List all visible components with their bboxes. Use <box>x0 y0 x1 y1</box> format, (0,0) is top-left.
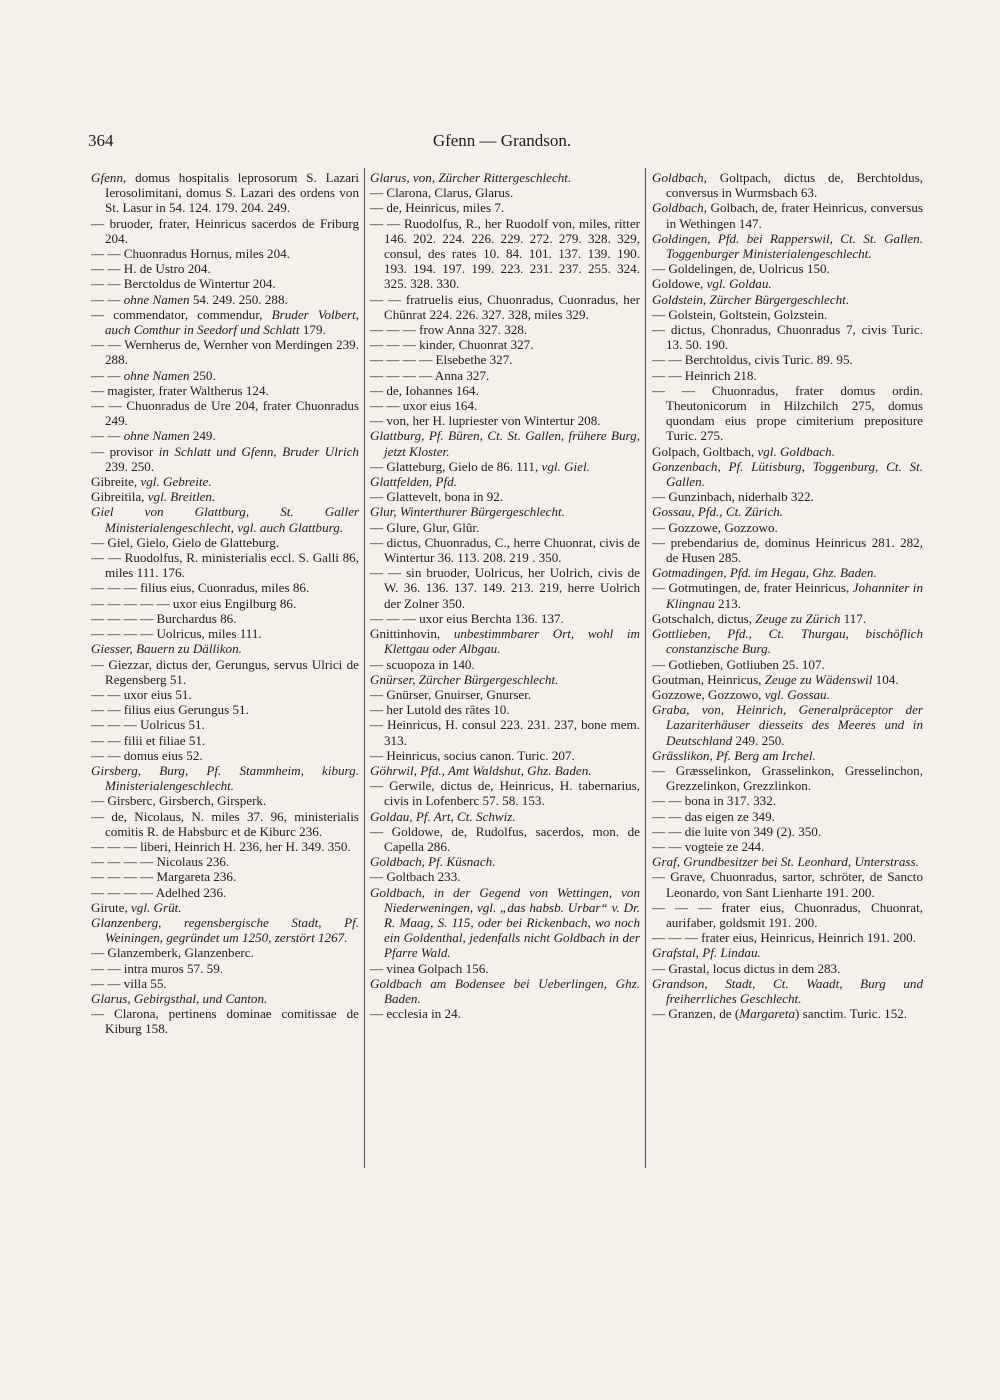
index-entry <box>652 352 923 367</box>
entry-text: — — uxor eius 164. <box>370 398 478 414</box>
index-entry <box>652 687 923 702</box>
page-header <box>88 131 916 155</box>
entry-text: — — bona in 317. 332. <box>652 793 777 809</box>
index-entry <box>91 580 359 595</box>
index-entry <box>370 322 640 337</box>
index-entry <box>652 444 923 459</box>
index-entry <box>91 596 359 611</box>
entry-text: — de, Nicolaus, N. miles 37. 96, ministerialis comitis R. de Habsburc et de Kiburc 236. <box>91 808 359 839</box>
entry-text: Golbach, de, frater Heinricus, conversus in Wethingen 147. <box>666 200 923 231</box>
index-entry <box>652 611 923 626</box>
entry-text: Goldbach, Pf. Küsnach. <box>370 854 496 870</box>
entry-text: — her Lutold des râtes 10. <box>370 702 510 718</box>
entry-text: — Granzen, de ( <box>652 1006 740 1022</box>
entry-text: Gossau, Pfd., Ct. Zürich. <box>652 504 783 520</box>
index-entry <box>91 489 359 504</box>
index-entry <box>370 717 640 747</box>
index-entry <box>91 246 359 261</box>
entry-text: — Glattevelt, bona in 92. <box>370 489 504 505</box>
index-entry <box>370 185 640 200</box>
index-entry <box>91 748 359 763</box>
entry-text: — — uxor eius 51. <box>91 686 192 702</box>
entry-text: — Heinricus, socius canon. Turic. 207. <box>370 747 575 763</box>
entry-text: — Clarona, Clarus, Glarus. <box>370 185 514 201</box>
index-entry <box>91 292 359 307</box>
entry-text: Gnürser, Zürcher Bürgergeschlecht. <box>370 671 559 687</box>
running-title: Gfenn — Grandson. <box>432 131 572 150</box>
index-entry <box>91 550 359 580</box>
entry-text: — Gotmutingen, de, frater Heinricus, <box>652 580 853 596</box>
entry-text: — — — — Burchardus 86. <box>91 610 237 626</box>
index-entry <box>91 961 359 976</box>
entry-text: — — <box>91 367 124 383</box>
index-entry <box>91 976 359 991</box>
index-entry <box>652 672 923 687</box>
entry-text: Girsberg, Burg, Pf. Stammheim, kiburg. Ministerialengeschlecht. <box>91 762 359 794</box>
entry-text: ) sanctim. Turic. 152. <box>795 1006 908 1022</box>
entry-text: Gotmadingen, Pfd. im Hegau, Ghz. Baden. <box>652 565 877 581</box>
entry-text: Goldbach am Bodensee bei Ueberlingen, Ghz. Baden. <box>370 975 640 1006</box>
index-entry <box>652 368 923 383</box>
index-entry <box>652 292 923 307</box>
entry-text: Margareta <box>739 1006 796 1022</box>
entry-text: — — — kinder, Chuonrat 327. <box>370 337 534 353</box>
index-entry <box>370 824 640 854</box>
index-entry <box>91 763 359 793</box>
entry-text: Goldbach, <box>652 200 707 216</box>
entry-text: ohne Namen <box>123 428 190 444</box>
entry-text: — — — — Adelhed 236. <box>91 884 227 900</box>
index-entry <box>652 565 923 580</box>
index-entry <box>652 322 923 352</box>
index-entry <box>370 216 640 292</box>
index-entry <box>91 687 359 702</box>
entry-text: Gnittinhovin, <box>370 626 454 642</box>
entry-text: — — — — Uolricus, miles 111. <box>91 626 262 642</box>
index-entry <box>91 869 359 884</box>
index-entry <box>91 535 359 550</box>
index-entry <box>370 474 640 489</box>
entry-text: vgl. Grüt. <box>131 899 182 915</box>
index-entry <box>652 580 923 610</box>
column-divider <box>364 168 365 1168</box>
entry-text: — — das eigen ze 349. <box>652 808 775 824</box>
entry-text: — — Berctoldus de Wintertur 204. <box>91 276 276 292</box>
index-entry <box>91 945 359 960</box>
entry-text: — — Chuonradus Hornus, miles 204. <box>91 246 290 262</box>
entry-text: — Goldowe, de, Rudolfus, sacerdos, mon. de Capella 286. <box>370 823 640 854</box>
entry-text: Bruder Volbert, auch Comthur in Seedorf und Schlatt <box>105 306 359 338</box>
index-entry <box>91 854 359 869</box>
entry-text: — Golstein, Goltstein, Golzstein. <box>652 306 828 322</box>
index-entry <box>370 611 640 626</box>
index-entry <box>370 763 640 778</box>
entry-text: Giel von Glattburg, St. Galler Ministerialengeschlecht, vgl. auch Glattburg. <box>91 504 359 535</box>
index-entry <box>370 383 640 398</box>
entry-text: Glarus, von, Zürcher Rittergeschlecht. <box>370 170 572 185</box>
entry-text: — — — filius eius, Cuonradus, miles 86. <box>91 580 310 596</box>
entry-text: — prebendarius de, dominus Heinricus 281. 282, de Husen 285. <box>652 534 923 566</box>
index-entry <box>370 961 640 976</box>
index-entry <box>91 170 359 216</box>
index-entry <box>91 1006 359 1036</box>
index-entry <box>370 976 640 1006</box>
index-entry <box>652 535 923 565</box>
entry-text: 250. <box>189 367 216 383</box>
entry-text: — vinea Golpach 156. <box>370 960 489 976</box>
entry-text: — Glanzemberk, Glanzenberc. <box>91 945 254 961</box>
index-entry <box>91 307 359 337</box>
entry-text: — — — uxor eius Berchta 136. 137. <box>370 610 564 626</box>
entry-text: Gotschalch, dictus, <box>652 610 756 626</box>
entry-text: Glur, Winterthurer Bürgergeschlecht. <box>370 504 565 520</box>
entry-text: Glarus, Gebirgsthal, und Canton. <box>91 990 268 1006</box>
index-entry <box>91 398 359 428</box>
entry-text: Girute, <box>91 899 131 915</box>
entry-text: — ecclesia in 24. <box>370 1006 461 1022</box>
index-entry <box>652 854 923 869</box>
entry-text: Glattfelden, Pfd. <box>370 474 457 490</box>
entry-text: Goldau, Pf. Art, Ct. Schwiz. <box>370 808 516 824</box>
index-entry <box>370 170 640 185</box>
entry-text: Göhrwil, Pfd., Amt Waldshut, Ghz. Baden. <box>370 762 592 778</box>
index-entry <box>652 383 923 444</box>
entry-text: — bruoder, frater, Heinricus sacerdos de Friburg 204. <box>91 215 359 246</box>
index-entry <box>370 869 640 884</box>
index-entry <box>91 702 359 717</box>
entry-text: — dictus, Chonradus, Chuonradus 7, civis Turic. 13. 50. 190. <box>652 322 923 353</box>
entry-text: — Girsberc, Girsberch, Girsperk. <box>91 793 267 809</box>
index-entry <box>652 900 923 930</box>
entry-text: Gibreitila, <box>91 489 148 505</box>
entry-text: domus hospitalis leprosorum S. Lazari Ierosolimitani, domus S. Lazari des ordens von St. Lasur in 54. 124. 179. 204. 249. <box>105 170 359 216</box>
entry-text: 249. 250. <box>732 732 785 748</box>
index-entry <box>91 428 359 443</box>
index-entry <box>91 383 359 398</box>
index-entry <box>652 1006 923 1021</box>
entry-text: — Gnürser, Gnuirser, Gnurser. <box>370 686 532 702</box>
index-entry <box>652 504 923 519</box>
entry-text: Goldbach, in der Gegend von Wettingen, von Niederweningen, vgl. „das habsb. Urbar“ v. Dr. R. Maag, S. 115, oder bei Rickenbach, wo noch ein Goldenthal, jedenfalls nicht Goldbach in der Pfarre Wald. <box>370 884 640 961</box>
index-entry <box>91 276 359 291</box>
index-entry <box>370 809 640 824</box>
entry-text: — — Chuonradus de Ure 204, frater Chuonradus 249. <box>91 398 359 429</box>
index-entry <box>91 216 359 246</box>
column-3 <box>652 170 923 1385</box>
index-entry <box>652 702 923 748</box>
index-entry <box>652 657 923 672</box>
index-entry <box>91 337 359 367</box>
index-entry <box>370 626 640 656</box>
index-entry <box>370 535 640 565</box>
entry-text: 249. <box>189 428 216 444</box>
entry-text: Grandson, Stadt, Ct. Waadt, Burg und freiherrliches Geschlecht. <box>652 975 923 1006</box>
index-entry <box>652 200 923 230</box>
entry-text: vgl. Gossau. <box>764 686 830 702</box>
index-entry <box>652 261 923 276</box>
entry-text: Gonzenbach, Pf. Lütisburg, Toggenburg, Ct. St. Gallen. <box>652 458 923 490</box>
entry-text: — Giel, Gielo, Gielo de Glatteburg. <box>91 534 280 550</box>
index-entry <box>91 261 359 276</box>
entry-text: — — — liberi, Heinrich H. 236, her H. 349. 350. <box>91 838 351 854</box>
entry-text: — — die luite von 349 (2). 350. <box>652 823 822 839</box>
entry-text: — Grastal, locus dictus in dem 283. <box>652 960 841 976</box>
entry-text: — — Ruodolfus, R. ministerialis eccl. S. Galli 86, miles 111. 176. <box>91 550 359 581</box>
column-1 <box>91 170 359 1385</box>
index-entry <box>370 413 640 428</box>
entry-text: — — Wernherus de, Wernher von Merdingen 239. 288. <box>91 337 359 368</box>
entry-text: — Glatteburg, Gielo de 86. 111, <box>370 458 542 474</box>
index-entry <box>652 459 923 489</box>
entry-text: vgl. Gebreite. <box>140 474 212 490</box>
index-entry <box>91 368 359 383</box>
index-entry <box>370 368 640 383</box>
index-entry <box>652 869 923 899</box>
entry-text: 54. 249. 250. 288. <box>189 291 288 307</box>
index-entry <box>370 854 640 869</box>
index-entry <box>91 717 359 732</box>
index-entry <box>652 170 923 200</box>
index-entry <box>370 337 640 352</box>
index-entry <box>652 489 923 504</box>
index-entry <box>652 930 923 945</box>
column-2 <box>370 170 640 1385</box>
entry-text: — de, Heinricus, miles 7. <box>370 200 505 216</box>
index-entry <box>91 809 359 839</box>
entry-text: — provisor <box>91 443 159 459</box>
entry-text: — — — — Margareta 236. <box>91 869 237 885</box>
entry-text: — — — Uolricus 51. <box>91 717 205 733</box>
index-entry <box>91 611 359 626</box>
entry-text: — — sin bruoder, Uolricus, her Uolrich, civis de W. 36. 136. 137. 149. 213. 219, herre Uolrich der Zolner 350. <box>370 565 640 611</box>
entry-text: Zeuge zu Wädenswil <box>764 671 873 687</box>
entry-text: — — domus eius 52. <box>91 747 203 763</box>
index-entry <box>652 307 923 322</box>
entry-text: — — <box>91 428 124 444</box>
index-entry <box>370 459 640 474</box>
index-entry <box>370 565 640 611</box>
entry-text: Golpach, Goltbach, <box>652 443 758 459</box>
entry-text: — — vogteie ze 244. <box>652 838 765 854</box>
entry-text: Goldbach, <box>652 170 707 185</box>
entry-text: Goltpach, dictus de, Berchtoldus, conversus in Wurmsbach 63. <box>666 170 923 201</box>
entry-text: — Goldelingen, de, Uolricus 150. <box>652 261 830 277</box>
index-entry <box>652 809 923 824</box>
index-entry <box>91 626 359 641</box>
entry-text: — Clarona, pertinens dominae comitissae de Kiburg 158. <box>91 1006 359 1037</box>
entry-text: 179. <box>299 322 326 338</box>
entry-text: — — — — Elsebethe 327. <box>370 352 513 368</box>
index-entry <box>91 444 359 474</box>
index-entry <box>370 352 640 367</box>
entry-text: — de, Iohannes 164. <box>370 382 479 398</box>
index-entry <box>370 200 640 215</box>
index-entry <box>370 657 640 672</box>
entry-text: — — H. de Ustro 204. <box>91 261 211 277</box>
entry-text: — magister, frater Waltherus 124. <box>91 382 269 398</box>
entry-text: — — Chuonradus, frater domus ordin. Theutonicorum in Hilzchilch 275, domus quondam eius prope cimiterium prepositure Turic. 275. <box>652 382 923 444</box>
index-entry <box>91 474 359 489</box>
entry-text: Grafstal, Pf. Lindau. <box>652 945 761 961</box>
entry-text: — Goltbach 233. <box>370 869 461 885</box>
index-entry <box>91 839 359 854</box>
entry-text: ohne Namen <box>123 291 190 307</box>
entry-text: Gottlieben, Pfd., Ct. Thurgau, bischöflich constanzische Burg. <box>652 626 923 657</box>
index-entry <box>370 428 640 458</box>
entry-text: — — — frater eius, Chuonradus, Chuonrat, aurifaber, goldsmit 191. 200. <box>652 899 923 930</box>
entry-text: 104. <box>872 671 899 687</box>
index-entry <box>652 520 923 535</box>
entry-text: ohne Namen <box>123 367 190 383</box>
entry-text: Johanniter in Klingnau <box>666 580 923 611</box>
entry-text: vgl. Goldbach. <box>757 443 835 459</box>
index-entry <box>652 231 923 261</box>
index-entry <box>91 991 359 1006</box>
entry-text: — — — frater eius, Heinricus, Heinrich 191. 200. <box>652 930 916 946</box>
entry-text: Goldingen, Pfd. bei Rapperswil, Ct. St. Gallen. Toggenburger Ministerialengeschlecht. <box>652 230 923 262</box>
index-entry <box>91 885 359 900</box>
entry-text: Goldstein, Zürcher Bürgergeschlecht. <box>652 291 850 307</box>
entry-text: — — filii et filiae 51. <box>91 732 206 748</box>
entry-text: Goutman, Heinricus, <box>652 671 765 687</box>
entry-text: — — — — Nicolaus 236. <box>91 854 230 870</box>
entry-text: — von, her H. lupriester von Wintertur 208. <box>370 413 601 429</box>
entry-text: — Giezzar, dictus der, Gerungus, servus Ulrici de Regensberg 51. <box>91 656 359 687</box>
entry-text: — — <box>91 291 124 307</box>
entry-text: — Gunzinbach, niderhalb 322. <box>652 489 814 505</box>
entry-text: — — intra muros 57. 59. <box>91 960 224 976</box>
index-entry <box>91 733 359 748</box>
entry-text: unbestimmbarer Ort, wohl im Klettgau oder Albgau. <box>384 626 640 657</box>
entry-text: Gozzowe, Gozzowo, <box>652 686 765 702</box>
entry-text: — — — frow Anna 327. 328. <box>370 322 528 338</box>
entry-text: — Heinricus, H. consul 223. 231. 237, bone mem. 313. <box>370 717 640 748</box>
entry-text: — — fratruelis eius, Chuonradus, Cuonradus, her Chûnrat 224. 226. 327. 328, miles 329. <box>370 291 640 322</box>
entry-text: — — — — Anna 327. <box>370 367 490 383</box>
entry-text: 213. <box>714 595 741 611</box>
entry-text: — commendator, commendur, <box>91 306 272 322</box>
index-entry <box>91 657 359 687</box>
index-entry <box>91 504 359 534</box>
entry-text: — — — — — uxor eius Engilburg 86. <box>91 595 297 611</box>
index-entry <box>652 976 923 1006</box>
entry-text: Glattburg, Pf. Büren, Ct. St. Gallen, frühere Burg, jetzt Kloster. <box>370 428 640 459</box>
entry-text: Goldowe, <box>652 276 707 292</box>
entry-text: Graf, Grundbesitzer bei St. Leonhard, Unterstrass. <box>652 854 919 870</box>
entry-text: Gfenn, <box>91 170 127 185</box>
index-entry <box>652 824 923 839</box>
index-entry <box>370 398 640 413</box>
index-entry <box>370 489 640 504</box>
entry-text: Gibreite, <box>91 474 141 490</box>
entry-text: Graba, von, Heinrich, Generalpräceptor der Lazariterhäuser diesseits des Meeres und in Deutschland <box>652 702 923 748</box>
entry-text: — — Ruodolfus, R., her Ruodolf von, miles, ritter 146. 202. 224. 226. 229. 272. 279. 328. 329, consul, des rates 10. 84. 101. 137. 139. 190. 193. 194. 197. 199. 223. 231. 237. 255. 324. 325. 328. 330. <box>370 215 640 292</box>
index-entry <box>652 626 923 656</box>
entry-text: Giesser, Bauern zu Dällikon. <box>91 641 242 657</box>
index-entry <box>370 885 640 961</box>
index-entry <box>652 793 923 808</box>
index-entry <box>370 687 640 702</box>
entry-text: — Glure, Glur, Glûr. <box>370 519 480 535</box>
entry-text: in Schlatt und Gfenn, Bruder Ulrich <box>158 443 359 459</box>
index-entry <box>91 641 359 656</box>
entry-text: — — Berchtoldus, civis Turic. 89. 95. <box>652 352 853 368</box>
index-entry <box>370 702 640 717</box>
entry-text: — — Heinrich 218. <box>652 367 757 383</box>
entry-text: — — villa 55. <box>91 975 167 991</box>
entry-text: — Gerwile, dictus de, Heinricus, H. tabernarius, civis in Lofenberc 57. 58. 153. <box>370 778 640 809</box>
index-entry <box>91 900 359 915</box>
entry-text: — Gozzowe, Gozzowo. <box>652 519 778 535</box>
index-entry <box>370 748 640 763</box>
page-number: 364 <box>88 131 114 150</box>
entry-text: vgl. Giel. <box>541 458 590 474</box>
index-entry <box>370 1006 640 1021</box>
index-entry <box>652 748 923 763</box>
entry-text: vgl. Breitlen. <box>147 489 216 505</box>
index-entry <box>652 763 923 793</box>
index-entry <box>370 778 640 808</box>
index-entry <box>370 672 640 687</box>
index-entry <box>91 915 359 945</box>
entry-text: — — filius eius Gerungus 51. <box>91 702 249 718</box>
index-entry <box>370 520 640 535</box>
entry-text: Zeuge zu Zürich <box>755 610 841 626</box>
index-entry <box>652 961 923 976</box>
entry-text: Glanzenberg, regensbergische Stadt, Pf. Weiningen, gegründet um 1250, zerstört 1267. <box>91 914 359 946</box>
entry-text: — Græsselinkon, Grasselinkon, Gresselinchon, Grezzelinkon, Grezzlinkon. <box>652 762 923 794</box>
entry-text: — dictus, Chuonradus, C., herre Chuonrat, civis de Wintertur 36. 113. 208. 219 . 350. <box>370 534 640 566</box>
entry-text: Grässlikon, Pf. Berg am Irchel. <box>652 747 816 763</box>
index-entry <box>91 793 359 808</box>
index-entry <box>370 292 640 322</box>
entry-text: 117. <box>840 610 867 626</box>
index-entry <box>652 839 923 854</box>
entry-text: vgl. Goldau. <box>706 276 772 292</box>
entry-text: — Grave, Chuonradus, sartor, schröter, de Sancto Leonardo, von Sant Lienharte 191. 200. <box>652 869 923 900</box>
index-entry <box>652 276 923 291</box>
column-divider <box>645 168 646 1168</box>
index-entry <box>370 504 640 519</box>
entry-text: — Gotlieben, Gotliuben 25. 107. <box>652 656 825 672</box>
entry-text: 239. 250. <box>105 458 155 474</box>
index-entry <box>652 945 923 960</box>
entry-text: — scuopoza in 140. <box>370 656 475 672</box>
